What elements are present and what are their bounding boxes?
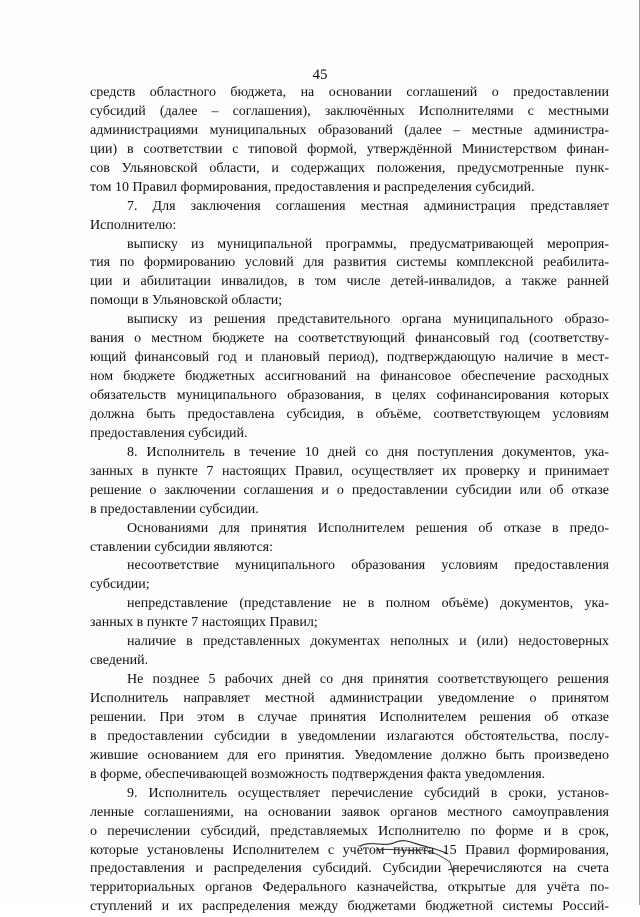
- text-line: обязательств муниципального образования, в целях софинансирования которых: [90, 388, 609, 403]
- text-line: тия по формированию условий для развития системы комплексной реабилита-: [90, 255, 609, 271]
- text-line: ном бюджете бюджетных ассигнований на финансовое обеспечение расходных: [90, 369, 609, 385]
- text-line: администрациями муниципальных образований (далее – местные администра-: [90, 122, 609, 138]
- text-line: средств областного бюджета, на основании соглашений о предоставлении: [90, 85, 609, 100]
- text-line: должна быть предоставлена субсидия, в объёме, соответствующем условиям: [90, 406, 609, 422]
- text-line: жившие основанием для его принятия. Уведомление должно быть произведено: [90, 747, 609, 763]
- text-line: выписку из решения представительного органа муниципального образо-: [127, 312, 609, 328]
- text-line: непредставление (представление не в полном объёме) документов, ука-: [127, 596, 609, 612]
- text-line: ции) в соответствии с типовой формой, утверждённой Министерством финан-: [90, 141, 609, 157]
- text-line: ставлении субсидии являются:: [90, 539, 273, 555]
- text-line: субсидий (далее – соглашения), заключённых Исполнителями с местными: [90, 103, 609, 119]
- text-line: территориальных органов Федерального казначейства, открытые для учёта по-: [90, 880, 609, 896]
- text-line: наличие в представленных документах неполных и (или) недостоверных: [127, 634, 609, 650]
- text-line: субсидии;: [90, 577, 150, 593]
- text-line: занных в пункте 7 настоящих Правил, осуществляет их проверку и принимает: [90, 463, 609, 479]
- text-line: Основаниями для принятия Исполнителем решения об отказе в предо-: [127, 520, 609, 536]
- text-line: предоставления и распределения субсидий. Субсидии перечисляются на счета: [90, 861, 609, 877]
- text-line: занных в пункте 7 настоящих Правил;: [90, 615, 318, 631]
- text-line: Исполнитель направляет местной администрации уведомление о принятом: [90, 691, 609, 706]
- text-line: сведений.: [90, 653, 149, 669]
- text-line: том 10 Правил формирования, предоставления и распределения субсидий.: [90, 179, 535, 195]
- text-line: ступлений и их распределения между бюджетами бюджетной системы Россий-: [90, 899, 609, 915]
- page-number: 45: [312, 67, 328, 83]
- text-line: 8. Исполнитель в течение 10 дней со дня поступления документов, ука-: [127, 444, 609, 460]
- text-line: сов Ульяновской области, и содержащих положения, предусмотренные пунк-: [90, 160, 609, 176]
- text-line: ющий финансовый год и плановый период), подтверждающую наличие в мест-: [90, 350, 609, 366]
- text-line: решение о заключении соглашения и о предоставлении субсидии или об отказе: [90, 482, 609, 498]
- text-line: ленные соглашениями, на основании заявок органов местного самоуправления: [90, 804, 609, 820]
- text-line: вания о местном бюджете на соответствующий финансовый год (соответству-: [90, 331, 609, 347]
- text-line: выписку из муниципальной программы, предусматривающей мероприя-: [127, 236, 609, 252]
- text-line: 7. Для заключения соглашения местная администрация представляет: [127, 198, 609, 214]
- handwritten-signature: [358, 832, 468, 882]
- text-line: решении. При этом в случае принятия Исполнителем решения об отказе: [90, 709, 609, 725]
- text-line: несоответствие муниципального образования условиям предоставления: [127, 558, 609, 574]
- text-line: Не позднее 5 рабочих дней со дня принятия соответствующего решения: [127, 672, 609, 688]
- text-line: в предоставлении субсидии.: [90, 501, 259, 517]
- text-line: в форме, обеспечивающей возможность подтверждения факта уведомления.: [90, 766, 546, 782]
- text-line: ции и абилитации инвалидов, в том числе детей-инвалидов, а также ранней: [90, 274, 609, 290]
- text-line: Исполнителю:: [90, 217, 177, 233]
- text-line: предоставления субсидий.: [90, 425, 248, 441]
- text-line: которые установлены Исполнителем с учётом пункта 15 Правил формирования,: [90, 842, 609, 858]
- text-line: помощи в Ульяновской области;: [90, 293, 283, 309]
- document-body: [90, 84, 609, 917]
- text-line: о перечислении субсидий, представляемых Исполнителю по форме и в срок,: [90, 823, 609, 839]
- text-line: в предоставлении субсидии в уведомлении излагаются обстоятельства, послу-: [90, 728, 609, 744]
- text-line: 9. Исполнитель осуществляет перечисление субсидий в сроки, установ-: [127, 785, 609, 801]
